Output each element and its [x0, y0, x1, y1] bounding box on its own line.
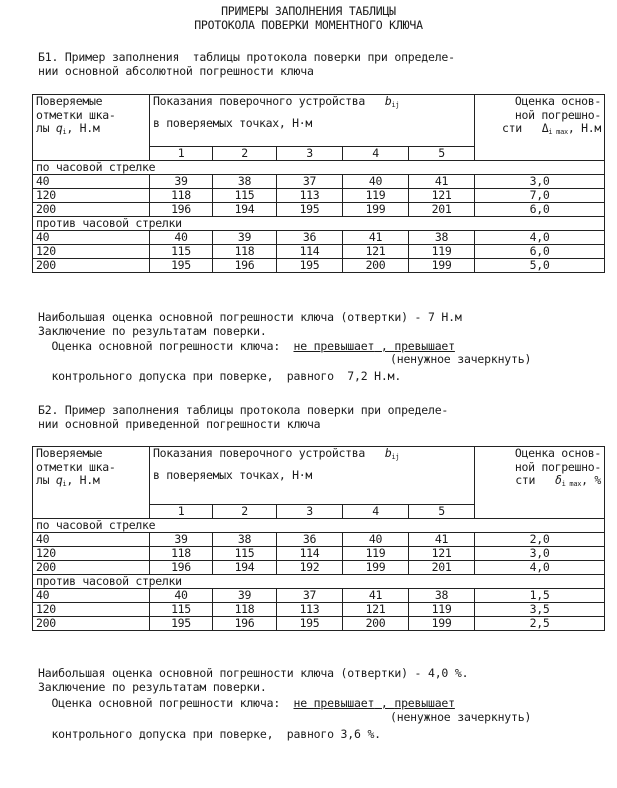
b1-protocol-table [32, 94, 605, 273]
b1-point-1: 1 [150, 147, 213, 161]
table-row: 200 195 196 195 200 199 2,5 [33, 617, 605, 631]
b1-conclusion-line: Оценка основной погрешности ключа: не превышает , превышает [38, 339, 455, 353]
b2-option-not-exceed: не превышает [293, 696, 375, 710]
b1-section-counterclockwise: против часовой стрелки [33, 217, 605, 231]
b2-point-2: 2 [213, 505, 277, 519]
b2-result-line: Наибольшая оценка основной погрешности ключа (отвертки) - 4,0 %. [38, 666, 469, 680]
b2-option-exceed: превышает [394, 696, 455, 710]
b1-point-2: 2 [213, 147, 277, 161]
b1-caption-line-1: Б1. Пример заполнения таблицы протокола поверки при определе- [38, 50, 455, 64]
b1-point-5: 5 [409, 147, 475, 161]
b2-point-4: 4 [343, 505, 409, 519]
table-row: 120 115 118 114 121 119 6,0 [33, 245, 605, 259]
b2-protocol-table [32, 446, 605, 631]
b1-option-not-exceed: не превышает [293, 339, 375, 353]
b2-conclusion-heading: Заключение по результатам поверки. [38, 680, 267, 694]
table-row: 40 39 38 37 40 41 3,0 [33, 175, 605, 189]
title-line-1: ПРИМЕРЫ ЗАПОЛНЕНИЯ ТАБЛИЦЫ [221, 4, 396, 18]
b2-caption-line-1: Б2. Пример заполнения таблицы протокола поверки при определе- [38, 403, 449, 417]
b1-option-exceed: превышает [394, 339, 455, 353]
b2-header-marks: Поверяемые отметки шка- лы qi, Н.м [33, 447, 150, 519]
b1-conclusion-heading: Заключение по результатам поверки. [38, 324, 267, 338]
table-row: 200 196 194 195 199 201 6,0 [33, 203, 605, 217]
b1-caption-line-2: нии основной абсолютной погрешности ключа [38, 64, 314, 78]
b2-header-estimate: Оценка основ- ной погрешно- сти δi max, % [475, 447, 605, 519]
title-line-2: ПРОТОКОЛА ПОВЕРКИ МОМЕНТНОГО КЛЮЧА [194, 18, 423, 32]
table-row: 40 40 39 36 41 38 4,0 [33, 231, 605, 245]
b2-point-5: 5 [409, 505, 475, 519]
b2-conclusion-line: Оценка основной погрешности ключа: не превышает , превышает [38, 696, 455, 710]
b1-header-marks: Поверяемые отметки шка- лы qi, Н.м [33, 95, 150, 161]
table-row: 200 195 196 195 200 199 5,0 [33, 259, 605, 273]
table-row: 120 115 118 113 121 119 3,5 [33, 603, 605, 617]
b2-header-readings: Показания поверочного устройства bij в поверяемых точках, Н·м [150, 447, 475, 505]
b1-header-estimate: Оценка основ- ной погрешно- сти Δi max, Н.м [475, 95, 605, 161]
table-row: 40 40 39 37 41 38 1,5 [33, 589, 605, 603]
b1-point-3: 3 [277, 147, 343, 161]
b2-section-clockwise: по часовой стрелке [33, 519, 605, 533]
b1-result-line: Наибольшая оценка основной погрешности ключа (отвертки) - 7 Н.м [38, 310, 462, 324]
b1-header-readings: Показания поверочного устройства bij в поверяемых точках, Н·м [150, 95, 475, 147]
table-row: 120 118 115 114 119 121 3,0 [33, 547, 605, 561]
b1-point-4: 4 [343, 147, 409, 161]
table-row: 120 118 115 113 119 121 7,0 [33, 189, 605, 203]
b2-section-counterclockwise: против часовой стрелки [33, 575, 605, 589]
b2-unneeded-note: (ненужное зачеркнуть) [390, 710, 532, 724]
table-row: 40 39 38 36 40 41 2,0 [33, 533, 605, 547]
b2-point-3: 3 [277, 505, 343, 519]
b1-tolerance-line: контрольного допуска при поверке, равного 7,2 Н.м. [38, 369, 402, 383]
b2-point-1: 1 [150, 505, 213, 519]
b1-section-clockwise: по часовой стрелке [33, 161, 605, 175]
b2-tolerance-line: контрольного допуска при поверке, равного 3,6 %. [38, 727, 381, 741]
table-row: 200 196 194 192 199 201 4,0 [33, 561, 605, 575]
b2-caption-line-2: нии основной приведенной погрешности ключа [38, 417, 321, 431]
b1-unneeded-note: (ненужное зачеркнуть) [390, 352, 532, 366]
